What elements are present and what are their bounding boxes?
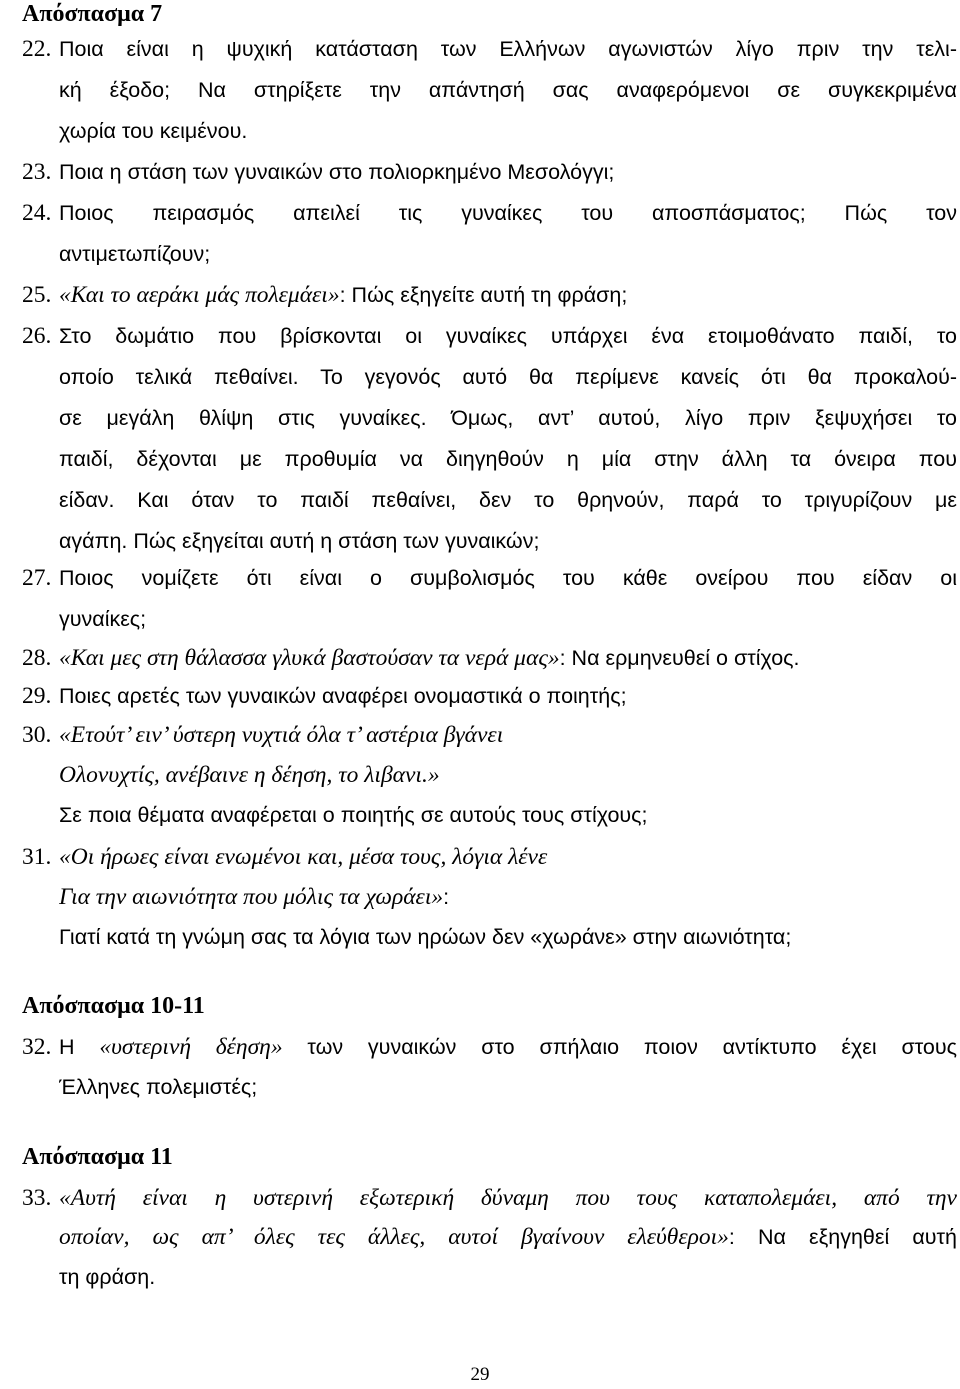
question-text-line: γυναίκες;: [59, 607, 147, 631]
question-text-line: κή έξοδο; Να στηρίξετε την απάντησή σας αναφερόμενοι σε συγκεκριμένα: [59, 78, 957, 102]
question-number: 25.: [22, 282, 52, 308]
quoted-phrase: «Αυτή είναι η υστερινή εξωτερική δύναμη που τους καταπολεμάει, από την: [59, 1185, 957, 1211]
question-number: 28.: [22, 645, 52, 671]
question-text-line: οποίο τελικά πεθαίνει. Το γεγονός αυτό θα περίμενε κανείς ότι θα προκαλού-: [59, 365, 957, 389]
question-text-line: χωρία του κειμένου.: [59, 119, 248, 143]
question-text-line: αντιμετωπίζουν;: [59, 242, 211, 266]
question-number: 27.: [22, 565, 52, 591]
question-text-line: Ποια είναι η ψυχική κατάσταση των Ελλήνων αγωνιστών λίγο πριν την τελι-: [59, 37, 957, 61]
question-text-line: Στο δωμάτιο που βρίσκονται οι γυναίκες υπάρχει ένα ετοιμοθάνατο παιδί, το: [59, 324, 957, 348]
question-number: 32.: [22, 1034, 52, 1060]
quoted-phrase: «υστερινή δέηση»: [99, 1034, 283, 1060]
question-text-line: Ποια η στάση των γυναικών στο πολιορκημένο Μεσολόγγι;: [59, 160, 615, 184]
question-text-line: [59, 1183, 957, 1213]
section-heading: Απόσπασμα 11: [22, 1144, 173, 1170]
question-text-line: τη φράση.: [59, 1265, 156, 1289]
question-text-line: Έλληνες πολεμιστές;: [59, 1075, 258, 1099]
question-number: 29.: [22, 683, 52, 709]
question-text-line: Η «υστερινή δέηση» των γυναικών στο σπήλαιο ποιον αντίκτυπο έχει στους: [59, 1034, 957, 1060]
question-text-line: παιδί, δέχονται με προθυμία να διηγηθούν η μία στην άλλη τα όνειρα που: [59, 447, 957, 471]
quoted-verse-line: «Οι ήρωες είναι ενωμένοι και, μέσα τους, λόγια λένε: [59, 844, 548, 870]
quoted-phrase: «Και μες στη θάλασσα γλυκά βαστούσαν τα νερά μας»: [59, 645, 560, 671]
question-number: 23.: [22, 159, 52, 185]
question-text-line: αγάπη. Πώς εξηγείται αυτή η στάση των γυναικών;: [59, 529, 540, 553]
question-number: 31.: [22, 844, 52, 870]
question-text-line: Ποιες αρετές των γυναικών αναφέρει ονομαστικά ο ποιητής;: [59, 684, 627, 708]
quoted-verse-line: «Ετούτ’ ειν’ ύστερη νυχτιά όλα τ’ αστέρια βγάνει: [59, 722, 504, 748]
quoted-verse-line: Ολονυχτίς, ανέβαινε η δέηση, το λιβανι.»: [59, 762, 440, 788]
question-text-line: Ποιος πειρασμός απειλεί τις γυναίκες του αποσπάσματος; Πώς τον: [59, 201, 957, 225]
question-number: 22.: [22, 36, 52, 62]
question-text-line: «Και το αεράκι μάς πολεμάει»: Πώς εξηγείτε αυτή τη φράση;: [59, 282, 628, 308]
page-number: 29: [470, 1364, 490, 1385]
question-text-line: σε μεγάλη θλίψη στις γυναίκες. Όμως, αντ’ αυτού, λίγο πριν ξεψυχήσει το: [59, 406, 957, 430]
question-text-line: «Και μες στη θάλασσα γλυκά βαστούσαν τα νερά μας»: Να ερμηνευθεί ο στίχος.: [59, 645, 800, 671]
question-number: 24.: [22, 200, 52, 226]
question-text-line: Ποιος νομίζετε ότι είναι ο συμβολισμός του κάθε ονείρου που είδαν οι: [59, 566, 957, 590]
question-number: 26.: [22, 323, 52, 349]
question-text-line: Γιατί κατά τη γνώμη σας τα λόγια των ηρώων δεν «χωράνε» στην αιωνιότητα;: [59, 925, 792, 949]
section-heading: Απόσπασμα 7: [22, 1, 163, 27]
quoted-phrase: οποίαν, ως απ’ όλες τες άλλες, αυτοί βγαίνουν ελεύθεροι»: [59, 1224, 729, 1250]
question-text-line: Σε ποια θέματα αναφέρεται ο ποιητής σε αυτούς τους στίχους;: [59, 803, 648, 827]
question-text-line: οποίαν, ως απ’ όλες τες άλλες, αυτοί βγαίνουν ελεύθεροι»: Να εξηγηθεί αυτή: [59, 1224, 957, 1250]
quoted-phrase: «Και το αεράκι μάς πολεμάει»: [59, 282, 340, 308]
question-number: 30.: [22, 722, 52, 748]
question-text-line: είδαν. Και όταν το παιδί πεθαίνει, δεν το θρηνούν, παρά το τριγυρίζουν με: [59, 488, 957, 512]
quoted-verse-line: Για την αιωνιότητα που μόλις τα χωράει»:: [59, 884, 450, 910]
question-number: 33.: [22, 1185, 52, 1211]
section-heading: Απόσπασμα 10-11: [22, 993, 205, 1019]
